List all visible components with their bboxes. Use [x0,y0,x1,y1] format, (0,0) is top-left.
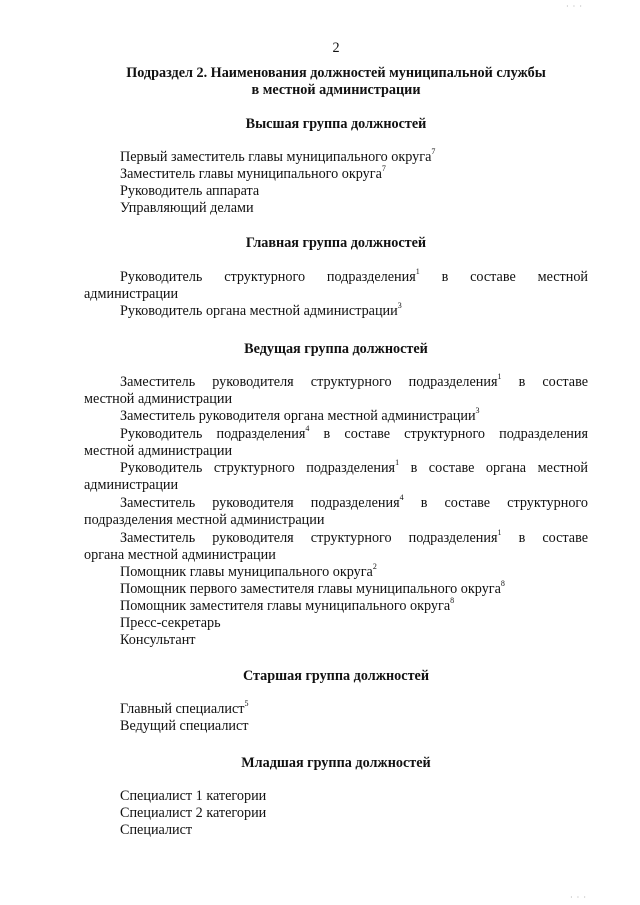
position-item: Главный специалист$^5$ [120,699,249,717]
position-item: Первый заместитель главы муниципального округа$^7$ [120,147,436,165]
footnote-ref: 4 [305,424,310,433]
position-item-continuation: местной администрации [84,443,233,459]
position-item-continuation: местной администрации [84,391,233,407]
page-number: 2 [332,40,340,56]
position-item: Заместитель руководителя подразделения$^4$ в составе структурного [120,493,588,511]
position-item-continuation: администрации [84,477,179,493]
position-item: Ведущий специалист [120,718,249,734]
footnote-ref: 5 [244,699,249,708]
footnote-ref: 1 [497,528,502,537]
footnote-ref: 8 [500,579,505,588]
subsection-title [84,65,588,99]
footnote-ref: 1 [497,372,502,381]
group-title-main: Главная группа должностей [245,235,427,251]
position-item: Руководитель аппарата [120,183,260,199]
scan-mark-top: · · · [566,2,583,11]
position-item: Руководитель структурного подразделения$^1$ в составе местной [120,267,589,285]
position-item: Заместитель руководителя структурного подразделения$^1$ в составе [120,528,589,546]
position-item: Специалист 2 категории [120,805,267,821]
footnote-ref: 3 [397,301,402,310]
footnote-ref: 1 [395,458,400,467]
position-item: Специалист [120,822,193,838]
footnote-ref: 7 [431,147,436,156]
position-item: Заместитель руководителя структурного подразделения$^1$ в составе [120,372,589,390]
subsection-title-line-2: в местной администрации [251,82,421,98]
position-item: Помощник первого заместителя главы муниципального округа$^8$ [120,579,505,597]
position-item: Управляющий делами [120,200,254,216]
position-item: Пресс-секретарь [120,615,221,631]
group-title-leading: Ведущая группа должностей [244,341,428,357]
position-item-continuation: подразделения местной администрации [84,512,325,528]
footnote-ref: 4 [399,493,404,502]
group-title-senior: Старшая группа должностей [242,668,430,684]
footnote-ref: 7 [381,164,386,173]
scan-mark-bottom: · · · [570,893,587,902]
subsection-title-line-1: Подраздел 2. Наименования должностей муниципальной службы [126,65,546,81]
group-title-junior: Младшая группа должностей [241,755,431,771]
footnote-ref: 3 [475,406,480,415]
position-item-continuation: администрации [84,286,179,302]
position-item: Заместитель главы муниципального округа$^7$ [120,164,386,182]
footnote-ref: 1 [415,267,420,276]
position-item: Руководитель структурного подразделения$^1$ в составе органа местной [120,458,589,476]
footnote-ref: 8 [450,596,455,605]
position-item: Руководитель подразделения$^4$ в составе структурного подразделения [120,424,588,442]
position-item: Помощник главы муниципального округа$^2$ [120,562,377,580]
footnote-ref: 2 [372,562,377,571]
position-item: Консультант [120,632,196,648]
position-item-continuation: органа местной администрации [84,547,276,563]
position-item: Руководитель органа местной администрации$^3$ [120,301,402,319]
position-item: Специалист 1 категории [120,788,267,804]
position-item: Заместитель руководителя органа местной администрации$^3$ [120,406,480,424]
position-item: Помощник заместителя главы муниципального округа$^8$ [120,596,455,614]
group-title-highest: Высшая группа должностей [245,116,427,132]
